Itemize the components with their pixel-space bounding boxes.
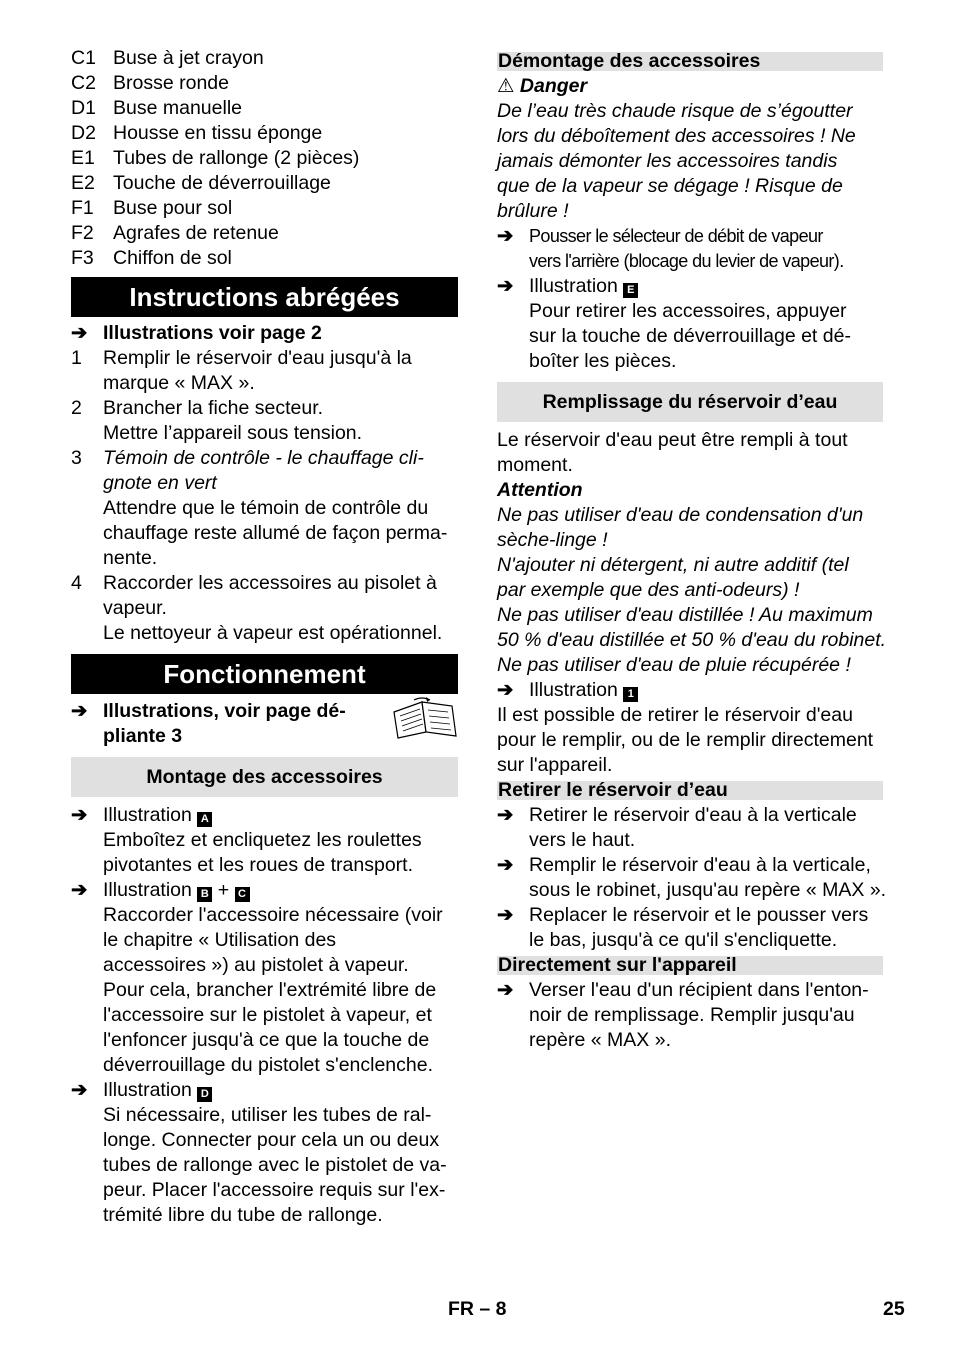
retirer-item xyxy=(497,803,883,853)
item-line: noir de remplissage. Remplir jusqu'au xyxy=(529,1004,855,1026)
attention-line: 50 % d'eau distillée et 50 % d'eau du robinet. xyxy=(497,629,887,651)
montage-line: l'enfoncer jusqu'à ce que la touche de xyxy=(103,1029,430,1051)
illustration-box-icon: B xyxy=(197,887,212,902)
danger-line: jamais démonter les accessoires tandis xyxy=(497,150,838,172)
illustration-label: Illustration xyxy=(103,804,192,826)
item-line: sous le robinet, jusqu'au repère « MAX ». xyxy=(529,879,887,901)
remplissage-intro xyxy=(497,428,883,478)
parts-list-item xyxy=(71,171,458,196)
danger-line: lors du déboîtement des accessoires ! Ne xyxy=(497,125,856,147)
step-line: gnote en vert xyxy=(103,472,217,494)
item-line: Remplir le réservoir d'eau à la verticale, xyxy=(529,854,871,876)
fonctionnement-ref: ➔ Illustrations, voir page dé- pliante 3 xyxy=(71,699,458,749)
arrow-icon: ➔ xyxy=(497,275,514,297)
montage-item xyxy=(71,1078,458,1228)
step-line: Pour retirer les accessoires, appuyer xyxy=(529,300,847,322)
part-label: Chiffon de sol xyxy=(113,247,232,269)
step-line: Remplir le réservoir d'eau jusqu'à la xyxy=(103,347,412,369)
step-line: sur la touche de déverrouillage et dé- xyxy=(529,325,851,347)
step-line: Raccorder les accessoires au pisolet à xyxy=(103,572,437,594)
montage-heading: Montage des accessoires xyxy=(71,757,458,797)
arrow-icon: ➔ xyxy=(71,804,88,826)
attention-label: Attention xyxy=(497,479,583,501)
part-label: Touche de déverrouillage xyxy=(113,172,331,194)
step-number: 3 xyxy=(71,447,82,469)
step-line: Brancher la fiche secteur. xyxy=(103,397,324,419)
item-line: repère « MAX ». xyxy=(529,1029,671,1051)
attention-line: Ne pas utiliser d'eau distillée ! Au maximum xyxy=(497,604,873,626)
part-code: D2 xyxy=(71,122,96,144)
danger-text xyxy=(497,99,883,224)
parts-list xyxy=(71,46,458,271)
directement-heading: Directement sur l'appareil xyxy=(497,956,883,975)
step-number: 1 xyxy=(71,347,82,369)
part-code: F2 xyxy=(71,222,94,244)
arrow-icon: ➔ xyxy=(497,979,514,1001)
danger-line: De l’eau très chaude risque de s’égoutter xyxy=(497,100,853,122)
joiner: + xyxy=(217,879,230,901)
illustration-box-icon: 1 xyxy=(623,687,638,702)
item-line: le bas, jusqu'à ce qu'il s'encliquette. xyxy=(529,929,838,951)
left-column xyxy=(71,46,458,1228)
parts-list-item xyxy=(71,246,458,271)
parts-list-item xyxy=(71,96,458,121)
retirer-items xyxy=(497,803,887,953)
montage-line: le chapitre « Utilisation des xyxy=(103,929,337,951)
parts-list-item xyxy=(71,146,458,171)
parts-list-item xyxy=(71,121,458,146)
part-label: Tubes de rallonge (2 pièces) xyxy=(113,147,360,169)
danger-label: ⚠ Danger xyxy=(497,75,588,97)
retirer-heading: Retirer le réservoir d’eau xyxy=(497,781,883,800)
attention-line: par exemple que des anti-odeurs) ! xyxy=(497,579,800,601)
arrow-icon: ➔ xyxy=(497,225,514,247)
instructions-steps xyxy=(71,346,458,646)
right-column xyxy=(497,46,887,1053)
directement-item xyxy=(497,978,883,1053)
part-label: Buse manuelle xyxy=(113,97,242,119)
illustration-box-icon: C xyxy=(235,887,250,902)
directement-items xyxy=(497,978,883,1053)
part-code: F1 xyxy=(71,197,94,219)
remplissage-heading: Remplissage du réservoir d’eau xyxy=(497,382,883,422)
part-code: C1 xyxy=(71,47,96,69)
parts-list-item xyxy=(71,221,458,246)
step-number: 4 xyxy=(71,572,82,594)
montage-line: pivotantes et les roues de transport. xyxy=(103,854,414,876)
step-line: nente. xyxy=(103,547,158,569)
attention-text xyxy=(497,503,887,678)
montage-line: Si nécessaire, utiliser les tubes de ral- xyxy=(103,1104,432,1126)
illustration-box-icon: E xyxy=(623,283,638,298)
demontage-heading: Démontage des accessoires xyxy=(497,52,883,71)
body-line: Il est possible de retirer le réservoir d'eau xyxy=(497,704,853,726)
parts-list-item xyxy=(71,46,458,71)
montage-line: Raccorder l'accessoire nécessaire (voir xyxy=(103,904,443,926)
montage-line: Pour cela, brancher l'extrémité libre de xyxy=(103,979,437,1001)
attention-line: Ne pas utiliser d'eau de condensation d'un xyxy=(497,504,864,526)
montage-line: déverrouillage du pistolet s'enclenche. xyxy=(103,1054,434,1076)
illustration-box-icon: A xyxy=(197,812,212,827)
part-code: C2 xyxy=(71,72,96,94)
part-label: Brosse ronde xyxy=(113,72,229,94)
step-line: Mettre l’appareil sous tension. xyxy=(103,422,363,444)
parts-list-item xyxy=(71,196,458,221)
step-line: chauffage reste allumé de façon perma- xyxy=(103,522,448,544)
parts-list-item xyxy=(71,71,458,96)
warning-icon: ⚠ xyxy=(497,75,515,97)
item-line: Replacer le réservoir et le pousser vers xyxy=(529,904,869,926)
instructions-ref: ➔ Illustrations voir page 2 xyxy=(71,322,322,344)
montage-line: peur. Placer l'accessoire requis sur l'ex- xyxy=(103,1179,446,1201)
attention-line: sèche-linge ! xyxy=(497,529,608,551)
arrow-icon: ➔ xyxy=(71,879,88,901)
attention-line: N'ajouter ni détergent, ni autre additif (tel xyxy=(497,554,849,576)
danger-line: que de la vapeur se dégage ! Risque de xyxy=(497,175,843,197)
item-line: Verser l'eau d'un récipient dans l'enton- xyxy=(529,979,869,1001)
danger-line: brûlure ! xyxy=(497,200,569,222)
intro-line: Le réservoir d'eau peut être rempli à tout xyxy=(497,429,848,451)
step-line: Attendre que le témoin de contrôle du xyxy=(103,497,429,519)
arrow-icon: ➔ xyxy=(497,804,514,826)
montage-line: tubes de rallonge avec le pistolet de va- xyxy=(103,1154,447,1176)
remplissage-illustration: ➔ Illustration 1 xyxy=(497,678,883,703)
illustration-box-icon: D xyxy=(197,1087,212,1102)
illustration-label: Illustration xyxy=(103,879,192,901)
arrow-icon: ➔ xyxy=(71,322,88,344)
arrow-icon: ➔ xyxy=(71,700,88,722)
illustration-ref xyxy=(103,1078,458,1103)
illustration-label: Illustration xyxy=(103,1079,192,1101)
part-code: F3 xyxy=(71,247,94,269)
step-line: marque « MAX ». xyxy=(103,372,255,394)
part-label: Buse pour sol xyxy=(113,197,233,219)
step-line: Le nettoyeur à vapeur est opérationnel. xyxy=(103,622,443,644)
step-line: vapeur. xyxy=(103,597,167,619)
montage-item xyxy=(71,878,458,1078)
instruction-step xyxy=(71,571,458,646)
part-label: Buse à jet crayon xyxy=(113,47,264,69)
part-code: E2 xyxy=(71,172,95,194)
footer-page-number: 25 xyxy=(883,1298,905,1320)
instruction-step xyxy=(71,346,458,396)
arrow-icon: ➔ xyxy=(497,679,514,701)
montage-line: longe. Connecter pour cela un ou deux xyxy=(103,1129,440,1151)
arrow-icon: ➔ xyxy=(497,854,514,876)
step-line: Témoin de contrôle - le chauffage cli- xyxy=(103,447,424,469)
montage-line: trémité libre du tube de rallonge. xyxy=(103,1204,383,1226)
demontage-step-2: ➔ Illustration E Pour retirer les accessoires, appuyer sur la touche de déverrouillage et dé- boîter les pièces. xyxy=(497,274,883,374)
montage-item xyxy=(71,803,458,878)
footer-language-page: FR – 8 xyxy=(448,1298,507,1320)
illustration-ref xyxy=(103,878,458,903)
instruction-step xyxy=(71,396,458,446)
instruction-step xyxy=(71,446,458,571)
body-line: pour le remplir, ou de le remplir directement xyxy=(497,729,874,751)
arrow-icon: ➔ xyxy=(71,1079,88,1101)
retirer-item xyxy=(497,903,883,953)
body-line: sur l'appareil. xyxy=(497,754,613,776)
part-code: D1 xyxy=(71,97,96,119)
fonctionnement-heading: Fonctionnement xyxy=(71,654,458,694)
step-number: 2 xyxy=(71,397,82,419)
demontage-step-1: ➔ Pousser le sélecteur de débit de vapeur vers l'arrière (blocage du levier de vapeur). xyxy=(497,225,844,271)
montage-items xyxy=(71,803,458,1228)
intro-line: moment. xyxy=(497,454,573,476)
remplissage-body xyxy=(497,703,883,778)
instructions-heading: Instructions abrégées xyxy=(71,277,458,317)
montage-line: Emboîtez et encliquetez les roulettes xyxy=(103,829,422,851)
item-line: vers le haut. xyxy=(529,829,636,851)
part-label: Agrafes de retenue xyxy=(113,222,279,244)
part-code: E1 xyxy=(71,147,95,169)
montage-line: l'accessoire sur le pistolet à vapeur, et xyxy=(103,1004,432,1026)
arrow-icon: ➔ xyxy=(497,904,514,926)
step-line: boîter les pièces. xyxy=(529,350,677,372)
illustration-ref xyxy=(103,803,458,828)
foldout-book-icon xyxy=(392,696,458,740)
item-line: Retirer le réservoir d'eau à la verticale xyxy=(529,804,857,826)
part-label: Housse en tissu éponge xyxy=(113,122,323,144)
retirer-item xyxy=(497,853,887,903)
attention-line: Ne pas utiliser d'eau de pluie récupérée ! xyxy=(497,654,851,676)
montage-line: accessoires ») au pistolet à vapeur. xyxy=(103,954,409,976)
